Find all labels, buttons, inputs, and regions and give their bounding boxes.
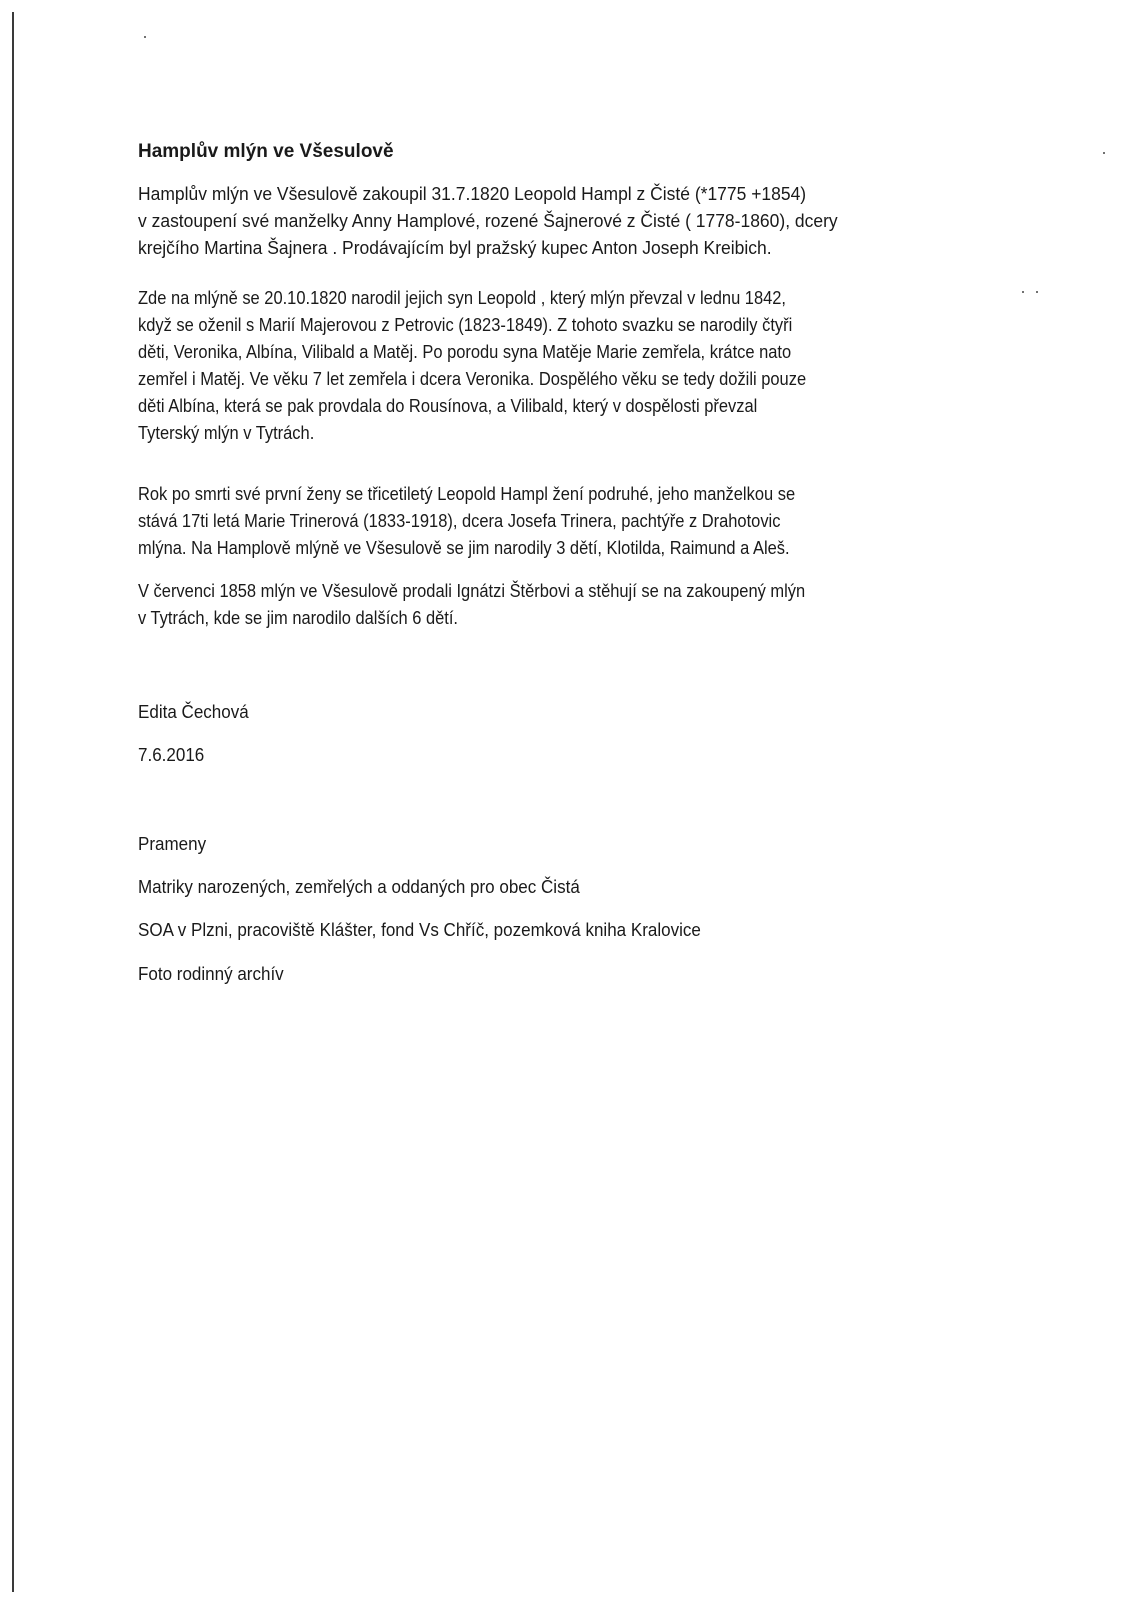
source-item: Matriky narozených, zemřelých a oddaných pro obec Čistá: [138, 876, 580, 897]
text-line: V červenci 1858 mlýn ve Všesulově prodali Ignátzi Štěrbovi a stěhují se na zakoupený mlýn: [138, 580, 806, 601]
text-line: když se oženil s Marií Majerovou z Petrovic (1823-1849). Z tohoto svazku se narodily čtyři: [138, 314, 793, 335]
text-line: mlýna. Na Hamplově mlýně ve Všesulově se jim narodily 3 dětí, Klotilda, Raimund a Aleš.: [138, 537, 790, 558]
scan-speck: [1022, 291, 1024, 293]
scan-speck: [144, 36, 146, 38]
text-line: Rok po smrti své první ženy se třicetiletý Leopold Hampl žení podruhé, jeho manželkou se: [138, 483, 796, 504]
document-date: 7.6.2016: [138, 744, 205, 765]
text-line: v zastoupení své manželky Anny Hamplové, rozené Šajnerové z Čisté ( 1778-1860), dcery: [138, 210, 838, 231]
scan-speck: [1103, 152, 1105, 154]
text-line: děti Albína, která se pak provdala do Rousínova, a Vilibald, který v dospělosti převzal: [138, 395, 758, 416]
text-line: Zde na mlýně se 20.10.1820 narodil jejich syn Leopold , který mlýn převzal v lednu 1842,: [138, 287, 787, 308]
scan-edge-line: [12, 12, 14, 1592]
source-item: Foto rodinný archív: [138, 963, 284, 984]
scan-speck: [1036, 291, 1038, 293]
text-line: Tyterský mlýn v Tytrách.: [138, 422, 315, 443]
sources-heading: Prameny: [138, 833, 207, 854]
text-line: děti, Veronika, Albína, Vilibald a Matěj. Po porodu syna Matěje Marie zemřela, krátce nato: [138, 341, 792, 362]
author-name: Edita Čechová: [138, 701, 249, 722]
text-line: zemřel i Matěj. Ve věku 7 let zemřela i dcera Veronika. Dospělého věku se tedy dožili pouze: [138, 368, 807, 389]
text-line: stává 17ti letá Marie Trinerová (1833-1918), dcera Josefa Trinera, pachtýře z Drahotovic: [138, 510, 781, 531]
text-line: v Tytrách, kde se jim narodilo dalších 6 dětí.: [138, 607, 459, 628]
text-line: Hamplův mlýn ve Všesulově zakoupil 31.7.1820 Leopold Hampl z Čisté (*1775 +1854): [138, 183, 807, 204]
source-item: SOA v Plzni, pracoviště Klášter, fond Vs Chříč, pozemková kniha Kralovice: [138, 919, 701, 940]
text-line: krejčího Martina Šajnera . Prodávajícím byl pražský kupec Anton Joseph Kreibich.: [138, 237, 772, 258]
document-title: Hamplův mlýn ve Všesulově: [138, 141, 394, 162]
